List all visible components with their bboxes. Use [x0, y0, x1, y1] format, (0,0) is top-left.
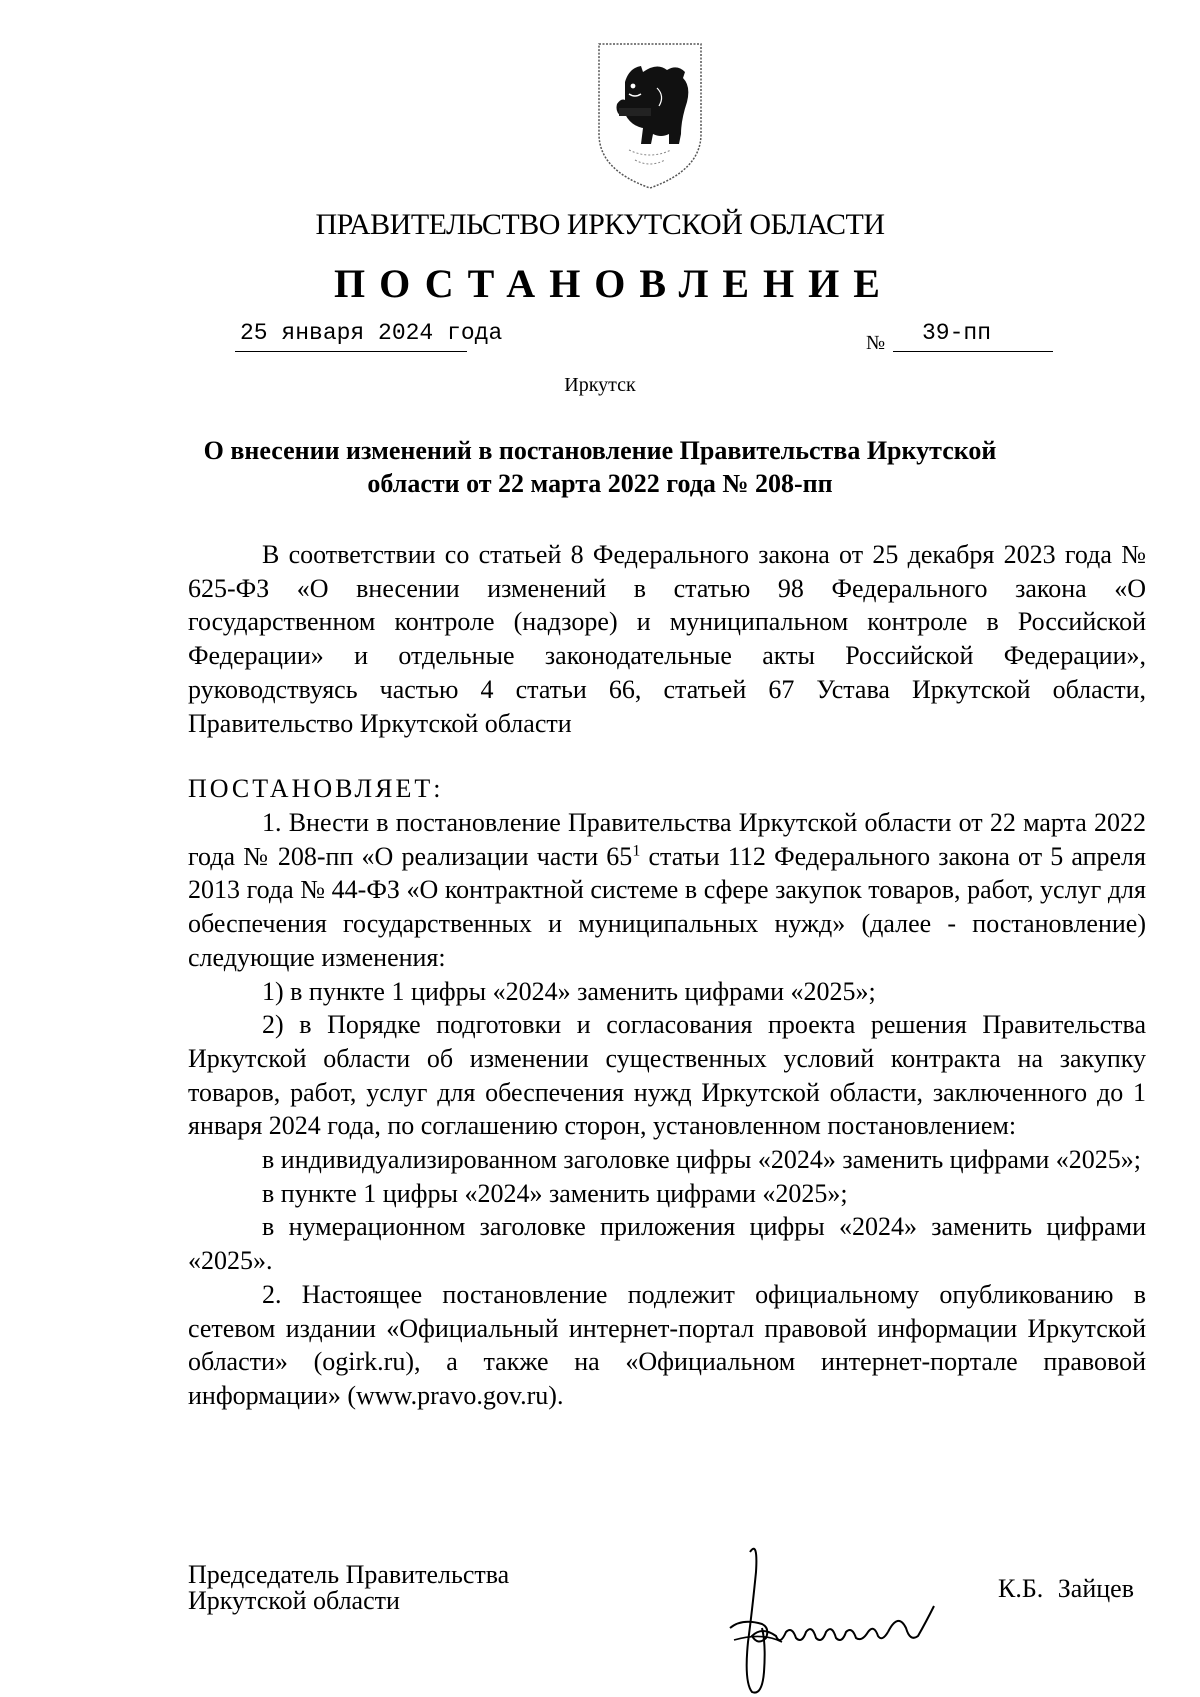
document-kind: ПОСТАНОВЛЕНИЕ [334, 261, 894, 306]
position-line-1: Председатель Правительства [188, 1560, 510, 1589]
item-2: 2. Настоящее постановление подлежит официальному опубликованию в сетевом издании «Официальный интернет-портал правовой информации Иркутской области» (ogirk.ru), а также на «Официальном интернет-портале правовой информации» (www.pravo.gov.ru). [188, 1279, 1146, 1410]
subitem-appendix-change: в нумерационном заголовке приложения цифры «2024» заменить цифрами «2025». [188, 1212, 1146, 1276]
item-1 [188, 806, 1146, 975]
subitem-2: 2) в Порядке подготовки и согласования проекта решения Правительства Иркутской области об изменении существенных условий контракта на закупку товаров, работ, услуг для обеспечения нужд Иркутской области, заключенного до 1 января 2024 года, по соглашению сторон, установленном постановлением: [188, 1010, 1146, 1141]
subitem-point-change: в пункте 1 цифры «2024» заменить цифрами «2025»; [262, 1178, 848, 1208]
government-name: ПРАВИТЕЛЬСТВО ИРКУТСКОЙ ОБЛАСТИ [315, 208, 885, 241]
preamble [188, 538, 1146, 740]
decree-word: ПОСТАНОВЛЯЕТ: [188, 774, 444, 803]
subitem-1: 1) в пункте 1 цифры «2024» заменить цифрами «2025»; [262, 976, 876, 1006]
number-sign: № [866, 332, 886, 354]
document-number: 39-пп [922, 320, 992, 346]
coat-of-arms-emblem [595, 42, 705, 190]
city: Иркутск [564, 374, 636, 396]
subitem-heading-change: в индивидуализированном заголовке цифры «2024» заменить цифрами «2025»; [262, 1145, 1141, 1175]
signatory-name: К.Б. Зайцев [998, 1574, 1134, 1603]
document-title [190, 434, 1010, 500]
item-1-superscript: 1 [632, 842, 641, 860]
preamble-paragraph: В соответствии со статьей 8 Федерального закона от 25 декабря 2023 года № 625-ФЗ «О внесении изменений в статью 98 Федерального закона «О государственном контроле (надзоре) и муниципальном контроле в Российской Федерации» и отдельные законодательные акты Российской Федерации», руководствуясь частью 4 статьи 66, статьей 67 Устава Иркутской области, Правительство Иркутской области [188, 540, 1146, 738]
position-line-2: Иркутской области [188, 1586, 400, 1615]
signatory-position [188, 1562, 509, 1614]
item-1-text-a: 1. Внести в постановление Правительства Иркутской области от 22 марта 2022 года № 208-пп «О реализации части 65 [188, 808, 1146, 871]
item-1-text-b: статьи 112 Федерального закона от 5 апреля 2013 года № 44-ФЗ «О контрактной системе в сфере закупок товаров, работ, услуг для обеспечения государственных и муниципальных нужд» (далее - постановление) следующие изменения: [188, 841, 1146, 972]
document-date: 25 января 2024 года [240, 320, 503, 346]
handwritten-signature [722, 1532, 952, 1697]
title-line-2: области от 22 марта 2022 года № 208-пп [367, 469, 833, 498]
title-line-1: О внесении изменений в постановление Правительства Иркутской [203, 436, 997, 465]
decree-items [188, 806, 1146, 1413]
